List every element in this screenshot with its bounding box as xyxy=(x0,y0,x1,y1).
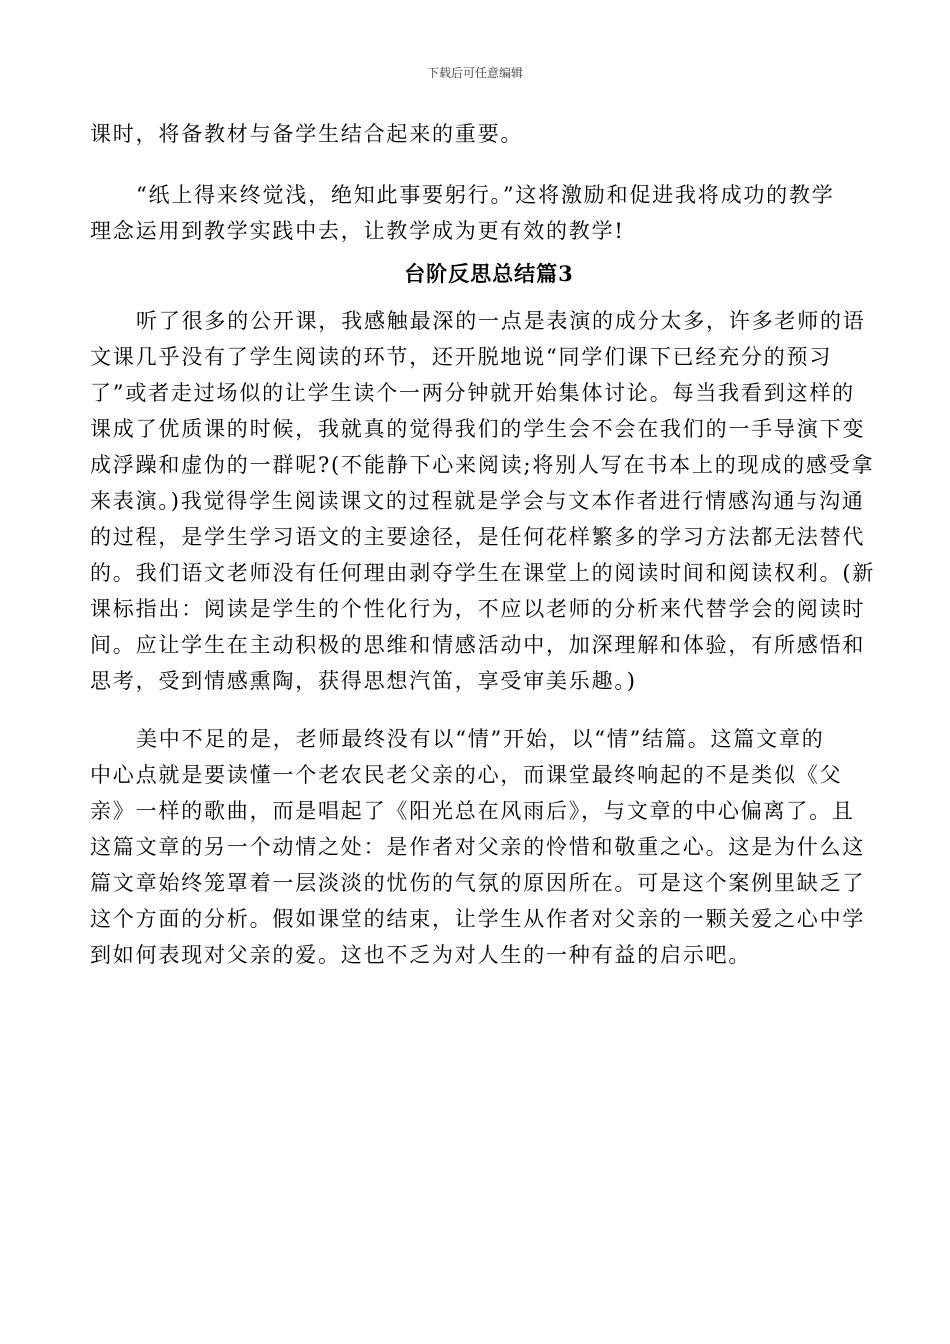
paragraph-line: 课成了优质课的时候，我就真的觉得我们的学生会不会在我们的一手导演下变 xyxy=(90,417,866,441)
paragraph-line: 这个方面的分析。假如课堂的结束，让学生从作者对父亲的一颗关爱之心中学 xyxy=(90,907,866,931)
paragraph-line: “纸上得来终觉浅，绝知此事要躬行。”这将激励和促进我将成功的教学 xyxy=(136,183,835,207)
paragraph-line: 了”或者走过场似的让学生读个一两分钟就开始集体讨论。每当我看到这样的 xyxy=(90,381,855,405)
section-heading: 台阶反思总结篇3 xyxy=(404,261,574,286)
paragraph-line: 成浮躁和虚伪的一群呢?(不能静下心来阅读;将别人写在书本上的现成的感受拿 xyxy=(90,453,875,477)
paragraph-line: 听了很多的公开课，我感触最深的一点是表演的成分太多，许多老师的语 xyxy=(136,309,866,333)
paragraph-spacer xyxy=(90,699,858,721)
paragraph-line: 课标指出：阅读是学生的个性化行为，不应以老师的分析来代替学会的阅读时 xyxy=(90,597,866,621)
page-header-note: 下载后可任意编辑 xyxy=(426,66,523,80)
paragraph-line: 间。应让学生在主动积极的思维和情感活动中，加深理解和体验，有所感悟和 xyxy=(90,633,866,657)
paragraph-line: 的。我们语文老师没有任何理由剥夺学生在课堂上的阅读时间和阅读权利。(新 xyxy=(90,561,876,585)
paragraph-line: 篇文章始终笼罩着一层淡淡的忧伤的气氛的原因所在。可是这个案例里缺乏了 xyxy=(90,871,866,895)
paragraph-line: 课时，将备教材与备学生结合起来的重要。 xyxy=(90,122,524,146)
paragraph-line: 来表演。)我觉得学生阅读课文的过程就是学会与文本作者进行情感沟通与沟通 xyxy=(90,489,865,513)
paragraph-1 xyxy=(90,116,858,152)
paragraph-line: 到如何表现对父亲的爱。这也不乏为对人生的一种有益的启示吧。 xyxy=(90,943,752,967)
paragraph-2 xyxy=(90,177,858,249)
paragraph-line: 思考，受到情感熏陶，获得思想汽笛，享受审美乐趣。) xyxy=(90,669,637,693)
paragraph-4 xyxy=(90,721,866,973)
paragraph-spacer xyxy=(90,152,858,177)
document-body xyxy=(90,116,876,973)
paragraph-line: 的过程，是学生学习语文的主要途径，是任何花样繁多的学习方法都无法替代 xyxy=(90,525,866,549)
paragraph-line: 理念运用到教学实践中去，让教学成为更有效的教学! xyxy=(90,219,625,243)
paragraph-line: 这篇文章的另一个动情之处：是作者对父亲的怜惜和敬重之心。这是为什么这 xyxy=(90,835,866,859)
paragraph-line: 美中不足的是，老师最终没有以“情”开始，以“情”结篇。这篇文章的 xyxy=(136,727,825,751)
paragraph-line: 文课几乎没有了学生阅读的环节，还开脱地说“同学们课下已经充分的预习 xyxy=(90,345,833,369)
paragraph-3 xyxy=(90,303,876,699)
paragraph-line: 中心点就是要读懂一个老农民老父亲的心，而课堂最终响起的不是类似《父 xyxy=(90,763,843,787)
paragraph-line: 亲》一样的歌曲，而是唱起了《阳光总在风雨后》，与文章的中心偏离了。且 xyxy=(90,799,855,823)
